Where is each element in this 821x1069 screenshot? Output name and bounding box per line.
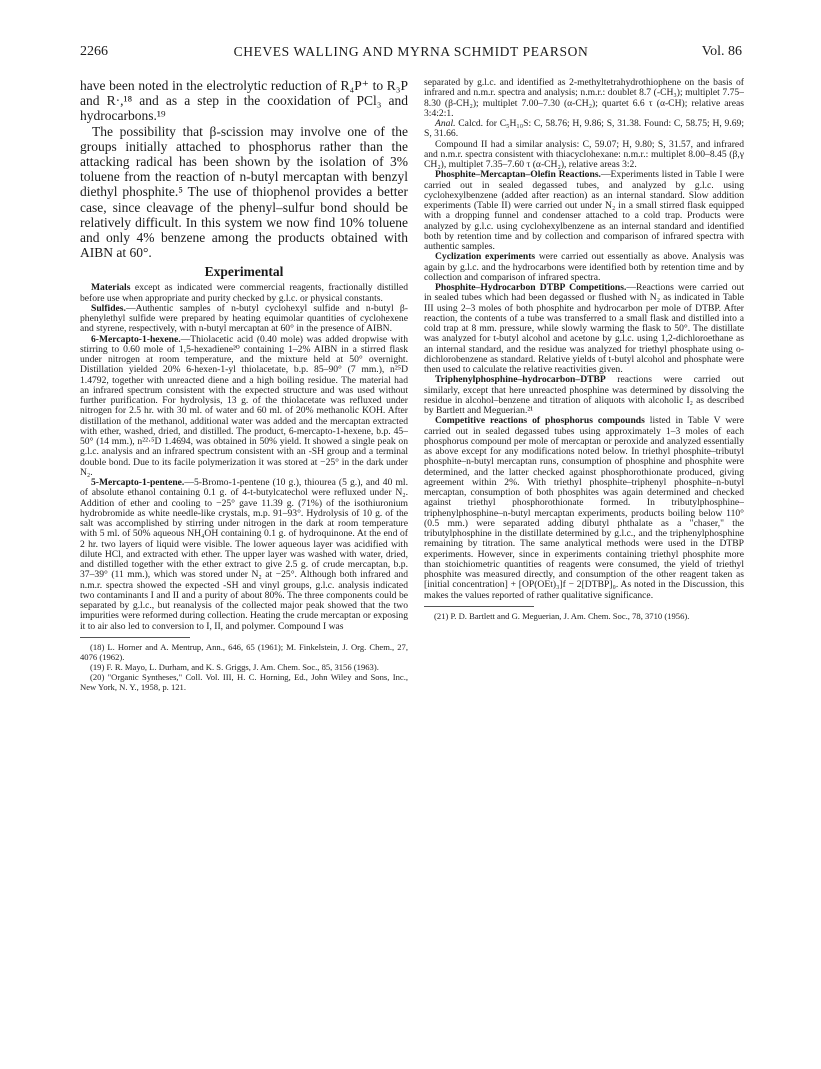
- cyclization-heading: Cyclization experiments: [435, 251, 536, 263]
- compound-ii-paragraph: Compound II had a similar analysis: C, 59.07; H, 9.80; S, 31.57, and infrared and n.m.r. spectra consistent with thiacyclohexane: n.m.r.: multiplet 8.00–8.45 (β,γ CH₂), multiplet 7.35–7.60 τ (α-CH₂), relative areas 3:2.: [424, 138, 744, 170]
- footnote-divider: [80, 637, 190, 638]
- pentene-text: —5-Bromo-1-pentene (10 g.), thiourea (5 g.), and 40 ml. of absolute ethanol containing 0.1 g. of 4-t-butylcatechol were refluxed under N₂. Addition of ether and cooling to −25° gave 11.39 g. (71%) of the isothiuronium hydrobromide as white needle-like crystals, m.p. 91–93°. Hydrolysis of 10 g. of the salt was accomplished by stirring under nitrogen in the dark at room temperature with 5 ml. of 50% aqueous NH₄OH containing 0.1 g. of hydroquinone. At the end of 2 hr. two layers of liquid were visible. The lower aqueous layer was acidified with dilute HCl, and extracted with ether. The upper layer was washed with water, dried, and distilled together with the ether extract to give 2.5 g. of crude mercaptan, b.p. 37–39° (11 mm.), which was stored under N₂ at −25°. Although both infrared and n.m.r. spectra showed the expected -SH and vinyl groups, g.l.c. analysis indicated two contaminants I and II and a purity of about 80%. The three components could be separated by g.l.c., but reanalysis of the collected major peak showed that the two impurities were reformed during collection. Heating the crude mercaptan or exposing it to air also led to conversion to I, II, and polymer. Compound I was: [80, 477, 408, 632]
- competitive-reactions-text: listed in Table V were carried out in sealed degassed tubes using approximately 1–3 moles of each phosphorus compound per mole of mercaptan or peroxide and analyzed essentially as above except for any modifications noted below. In triethyl phosphite–tributyl phosphite–n-butyl mercaptan runs, consumption of phosphine and phosphite were determined, and the latter checked against phosphorothionate produced, giving agreement within 2%. With triethyl phosphite–triphenyl phosphite–n-butyl mercaptan, consumption of both phosphites was again determined and checked against triethyl phosphorothionate formed. In tributylphosphine–triphenylphosphine–n-butyl mercaptan experiments, products boiling below 110° (0.5 mm.) were separated adding dibutyl phthalate as a "chaser," the tributylphosphine in the distillate determined by g.l.c., and the triphenylphosphine remaining by titration. The same analytical methods were used in the DTBP experiments. However, since in experiments containing triethyl phosphite more than stoichiometric quantities of reagents were consumed, the yield of triethyl phosphite was measured directly, and consumption of the other reagent taken as [initial concentration] + [OP(OEt)₃]f − 2[DTBP]₀. As noted in the Discussion, this makes the values reported of rather qualitative significance.: [424, 415, 744, 601]
- footnote-20: (20) "Organic Syntheses," Coll. Vol. III, H. C. Horning, Ed., John Wiley and Sons, Inc., New York, N. Y., 1958, p. 121.: [80, 671, 408, 692]
- hexene-heading: 6-Mercapto-1-hexene.: [91, 333, 181, 345]
- pentene-paragraph: [80, 478, 408, 632]
- dtbp-competitions-text: —Reactions were carried out in sealed tubes which had been degassed or flushed with N₂ as indicated in Table III using 2–3 moles of both phosphite and hydrocarbon per mole of DTBP. After reaction, the contents of a tube was transferred to a small flask and distilled into a cold trap at 8 mm. pressure, while slowly warming the flask to 50°. The distillate was analyzed for t-butyl alcohol and acetone by g.l.c. using 1,2-dichloroethane as an internal standard, and the residue was analyzed for triethyl phosphate using o-dichlorobenzene as standard. Relative yields of t-butyl alcohol and phosphate were then used to calculate the relative reactivities given.: [424, 282, 744, 375]
- triphenylphosphine-paragraph: [424, 375, 744, 416]
- footnote-21: (21) P. D. Bartlett and G. Meguerian, J. Am. Chem. Soc., 78, 3710 (1956).: [434, 610, 690, 621]
- competitive-reactions-paragraph: [424, 416, 744, 601]
- dtbp-competitions-heading: Phosphite–Hydrocarbon DTBP Competitions.: [435, 282, 627, 293]
- cyclization-paragraph: [424, 252, 744, 283]
- page-number: 2266: [80, 44, 108, 59]
- footnotes-right: [424, 611, 744, 621]
- hexene-paragraph: [80, 335, 408, 479]
- triphenylphosphine-text: reactions were carried out similarly, except that here unreacted phosphine was determined by dissolving the residue in alcohol–benzene and titration of aliquots with alcoholic I₂ as described by Bartlett and Meguerian.²¹: [424, 374, 744, 416]
- footnote-19: (19) F. R. Mayo, L. Durham, and K. S. Griggs, J. Am. Chem. Soc., 85, 3156 (1963).: [90, 661, 379, 672]
- experimental-text-right: [424, 78, 744, 601]
- identification-paragraph: separated by g.l.c. and identified as 2-methyltetrahydrothiophene on the basis of infrared and n.m.r. spectra and analysis; n.m.r.: doublet 8.7 (-CH₃); multiplet 7.75–8.30 (β-CH₂); multiplet 7.00–7.30 (α-CH₂); quartet 6.6 τ (α-CH); relative areas 3:4:2:1.: [424, 78, 744, 119]
- right-column: [424, 78, 744, 621]
- footnote-18: (18) L. Horner and A. Mentrup, Ann., 646, 65 (1961); M. Finkelstein, J. Org. Chem., 27, 4076 (1962).: [80, 641, 408, 662]
- materials-text: except as indicated were commercial reagents, fractionally distilled before use when appropriate and purity checked by g.l.c. or physical constants.: [80, 282, 408, 304]
- volume-label: Vol. 86: [701, 44, 742, 59]
- section-heading-experimental: Experimental: [204, 264, 284, 280]
- materials-heading: Materials: [91, 282, 131, 294]
- sulfides-heading: Sulfides.: [91, 302, 126, 314]
- competitive-reactions-heading: Competitive reactions of phosphorus compounds: [435, 415, 645, 427]
- analysis-paragraph: [424, 119, 744, 140]
- triphenylphosphine-heading: Triphenylphosphine–hydrocarbon–DTBP: [435, 374, 606, 386]
- analysis-heading: Anal.: [435, 118, 456, 129]
- olefin-reactions-heading: Phosphite–Mercaptan–Olefin Reactions.: [435, 169, 601, 181]
- running-header: [80, 44, 742, 64]
- intro-paragraph-2: The possibility that β-scission may involve one of the groups initially attached to phosphorus rather than the attacking radical has been shown by the isolation of 3% toluene from the reaction of n-butyl mercaptan with benzyl diethyl phosphite.⁵ The use of thiophenol provides a better case, since cleavage of the phenyl–sulfur bond should be relatively difficult. In this system we now find 10% toluene and only 4% benzene among the products obtained with AIBN at 60°.: [80, 123, 408, 261]
- intro-text: [80, 78, 408, 260]
- footnote-divider-right: [424, 606, 534, 607]
- running-title: CHEVES WALLING AND MYRNA SCHMIDT PEARSON: [233, 44, 589, 59]
- experimental-text-left: [80, 283, 408, 632]
- left-column: [80, 78, 408, 692]
- olefin-reactions-paragraph: [424, 170, 744, 252]
- cyclization-text: were carried out essentially as above. Analysis was again by g.l.c. and the hydrocarbons were identified both by retention time and by collection and comparison of infrared spectra.: [424, 251, 744, 283]
- hexene-text: —Thiolacetic acid (0.40 mole) was added dropwise with stirring to 0.60 mole of 1,5-hexadiene²⁰ containing 1–2% AIBN in a stirred flask under nitrogen at room temperature, and the mixture held at 50° overnight. Distillation yielded 20% 6-hexen-1-yl thiolacetate, b.p. 85–90° (7 mm.), n²⁵D 1.4792, together with unreacted diene and a high boiling residue. The material had an infrared spectrum consistent with the expected structure and was used without further purification. For hydrolysis, 13 g. of the thiolacetate was refluxed under nitrogen for 2.5 hr. with 30 ml. of water and 60 ml. of 20% methanolic KOH. After distillation of the methanol, additional water was added and the mercaptan extracted with ether, washed, dried, and distilled. The product, 6-mercapto-1-hexene, b.p. 45–50° (14 mm.), n²²·⁵D 1.4694, was obtained in 50% yield. It showed a single peak on g.l.c. analysis and an infrared spectrum consistent with an -SH group and a terminal double bond. Due to its facile polymerization it was stored at −25° in the dark under N₂.: [80, 333, 408, 478]
- olefin-reactions-text: —Experiments listed in Table I were carried out in sealed degassed tubes, and analyzed by g.l.c. using cyclohexylbenzene (added after reaction) as an internal standard. Slow addition experiments (Table II) were carried out under N₂ in a small stirred flask equipped with a dropping funnel and condenser attached to a cold trap. Products were analyzed by g.l.c. using cyclohexylbenzene as an internal standard and identified both by retention time and by collection and comparison of infrared spectra with authentic samples.: [424, 169, 744, 252]
- intro-paragraph-1: have been noted in the electrolytic reduction of R₄P⁺ to R₃P and R·,¹⁸ and as a step in the cooxidation of PCl₃ and hydrocarbons.¹⁹: [80, 78, 408, 124]
- pentene-heading: 5-Mercapto-1-pentene.: [91, 477, 185, 489]
- materials-paragraph: [80, 283, 408, 304]
- footnotes-left: [80, 642, 408, 692]
- sulfides-text: —Authentic samples of n-butyl cyclohexyl sulfide and n-butyl β-phenylethyl sulfide were prepared by heating equimolar quantities of cyclohexene and styrene, respectively, with n-butyl mercaptan at 60° in the presence of AIBN.: [80, 302, 408, 335]
- analysis-text: Calcd. for C₅H₁₀S: C, 58.76; H, 9.86; S, 31.38. Found: C, 58.75; H, 9.69; S, 31.66.: [424, 118, 744, 140]
- dtbp-competitions-paragraph: [424, 283, 744, 375]
- sulfides-paragraph: [80, 304, 408, 335]
